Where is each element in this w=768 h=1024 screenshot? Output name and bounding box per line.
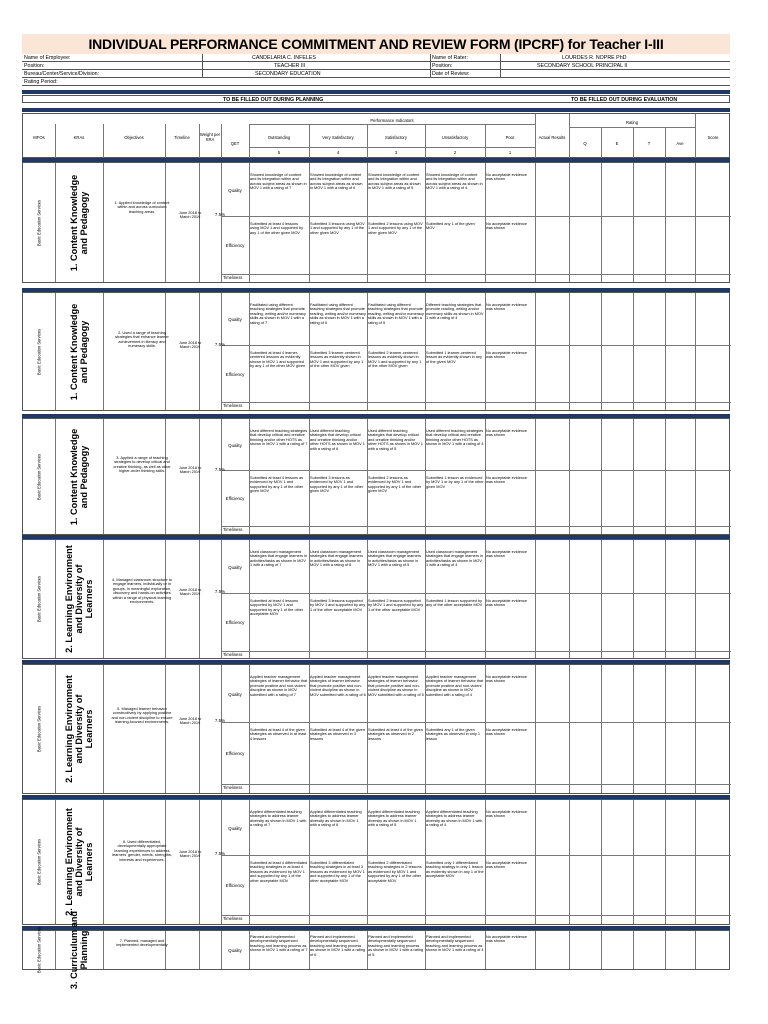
efficiency-indicator-2: Submitted 1 lesson as evidenced by MOV 1 or by any 1 of the other given MOV (426, 476, 484, 489)
header-actual-results: Actual Results (538, 135, 566, 140)
timeline-text: June 2018 to March 2019 (178, 587, 202, 597)
rater-label: Name of Rater: (432, 55, 468, 61)
objective-text: 1. Applied knowledge of content within and across curriculum teaching areas. (114, 200, 170, 214)
qet-efficiency-label: Efficiency (225, 620, 245, 625)
qet-quality-label: Quality (228, 692, 242, 697)
timeline-text: June 2018 to March 2019 (178, 210, 202, 220)
rater-name: LOURDES R. NOPRE PhD (562, 55, 627, 61)
evaluation-label: TO BE FILLED OUT DURING EVALUATION (571, 97, 678, 103)
quality-indicator-4: Used classroom management strategies that engage learners in activities/tasks as shown in MOV 1 with a rating of 6 (310, 550, 363, 568)
qet-timeliness-label: Timeliness (223, 785, 243, 790)
header-objectives: Objectives (124, 135, 144, 140)
quality-indicator-4: Facilitated using different teaching strategies that promote reading, writing and/or numeracy skills as shown in MOV 1 with a rating of 6 (310, 303, 366, 325)
header-rating-t: T (647, 141, 651, 146)
efficiency-indicator-2: Submitted only 1 differentiated teaching strategy in only 1 lesson as evidently shown in any 1 of the acceptable MOV (426, 861, 484, 879)
header-rating-e: E (615, 141, 619, 146)
qet-timeliness-label: Timeliness (223, 527, 243, 532)
objective-text: 4. Managed classroom structure to engage learners, individually or in groups, in meaningful exploration, discovery and hands-on activities within a range of physical learning environments. (112, 577, 172, 605)
rater-position: SECONDARY SCHOOL PRINCIPAL II (537, 63, 628, 69)
kra-block (22, 292, 730, 411)
header-score-5: 5 (277, 150, 281, 155)
mfo-cell (23, 540, 55, 658)
efficiency-indicator-1: No acceptable evidence was shown (486, 222, 528, 231)
weight-text: 7.5% (214, 851, 226, 856)
employee-position: TEACHER III (274, 63, 306, 69)
quality-indicator-4: Showed knowledge of content and its integration within and across subject areas as shown in MOV 1 with a rating of 6 (310, 173, 363, 191)
objective-text: 2. Used a range of teaching strategies that enhance learner achievement in literacy and numeracy skills. (115, 330, 169, 349)
objective-text: 7. Planned, managed and implemented developmentally (116, 938, 168, 948)
mfo-cell (23, 665, 55, 793)
quality-indicator-2: Showed knowledge of content and its integration within and across subject areas as shown in MOV 1 with a rating of 4 (426, 173, 483, 191)
kra-label: 2. Learning Environment and Diversity of Learners (64, 545, 94, 653)
efficiency-indicator-4: Submitted 3 lessons as evidenced by MOV 1 and supported by any 1 of the other given MOV (310, 476, 364, 494)
quality-indicator-5: Used different teaching strategies that develop critical and creative thinking and/or other HOTS as shown in MOV 1 with a rating of 7 (250, 429, 308, 447)
qet-quality-label: Quality (228, 443, 242, 448)
kra-block (22, 418, 730, 535)
timeline-text: June 2018 to March 2019 (178, 849, 202, 859)
quality-indicator-3: Showed knowledge of content and its integration within and across subject areas as shown in MOV 1 with a rating of 5 (368, 173, 421, 191)
header-poor: Poor (505, 135, 515, 140)
kra-block (22, 799, 730, 925)
weight-text: 7.5% (214, 718, 226, 723)
mfo-label: Basic Education Services (36, 575, 42, 623)
quality-indicator-5: Used classroom management strategies that engage learners in activities/tasks as shown in MOV 1 with a rating of 7 (250, 550, 308, 568)
qet-efficiency-label: Efficiency (225, 751, 245, 756)
header-satisfactory: Satisfactory (385, 135, 407, 140)
efficiency-indicator-2: Submitted 1 learner-centered lesson as evidently shown in any of the given MOV (426, 351, 482, 364)
efficiency-indicator-3: Submitted 2 lessons supported by MOV 1 and supported by any 1 of the other acceptable MOV (368, 599, 424, 612)
header-score-1: 1 (508, 150, 512, 155)
quality-indicator-4: Used different teaching strategies that develop critical and creative thinking and/or other HOTS as shown in MOV 1 with a rating of 6 (310, 429, 365, 451)
qet-timeliness-label: Timeliness (223, 275, 243, 280)
quality-indicator-3: Used classroom management strategies that engage learners in activities/tasks as shown in MOV 1 with a rating of 5 (368, 550, 421, 568)
efficiency-indicator-2: Submitted any 1 of the given strategies as observed in only 1 lesson (426, 728, 481, 741)
efficiency-indicator-3: Submitted 2 learner-centered lessons as evidently shown in MOV 1 and supported by any 1 of the other MOV given (368, 351, 422, 369)
efficiency-indicator-4: Submitted 3 differentiated teaching strategies in at least 3 lessons as evidenced by MOV 1 and supported by any 1 of the other acceptable MOV (310, 861, 365, 883)
kra-label: 1. Content Knowledge and Pedagogy (69, 428, 89, 525)
weight-text: 7.5% (214, 342, 226, 347)
quality-indicator-1: No acceptable evidence was shown (486, 173, 528, 182)
kra-label: 2. Learning Environment and Diversity of Learners (64, 808, 94, 916)
timeline-text: June 2018 to March 2019 (178, 716, 202, 726)
table-header (22, 113, 730, 158)
efficiency-indicator-3: Submitted 2 lessons as evidenced by MOV 1 and supported by any 1 of the other given MOV (368, 476, 422, 494)
header-rating-q: Q (583, 141, 587, 146)
quality-indicator-2: Planned and implemented developmentally sequenced teaching and learning process as shown in MOV 1 with a rating of 4 (426, 935, 484, 953)
mfo-cell (23, 293, 55, 410)
rating-period-label: Rating Period: (24, 79, 58, 85)
efficiency-indicator-3: Submitted at least 4 of the given strategies as observed in 2 lessons (368, 728, 423, 741)
mfo-cell (23, 926, 55, 974)
quality-indicator-3: Applied teacher management strategies of learner behavior that promote positive and non-violent discipline as shown in MOV submitted with a rating of 5 (368, 675, 424, 697)
efficiency-indicator-2: Submitted 1 lesson supported by any of the other acceptable MOV (426, 599, 483, 608)
header-qet: QET (230, 141, 240, 146)
header-rating-ave: Ave (676, 141, 684, 146)
employee-label: Name of Employee: (24, 55, 71, 61)
quality-indicator-5: Applied differentiated teaching strategies to address learner diversity as shown in MOV 1 with a rating of 7 (250, 810, 307, 828)
qet-quality-label: Quality (228, 565, 242, 570)
header-score-2: 2 (453, 150, 457, 155)
weight-text: 7.5% (214, 467, 226, 472)
kra-cell (55, 910, 103, 990)
header-rating: Rating (625, 120, 639, 125)
quality-indicator-3: Applied differentiated teaching strategies to address learner diversity as shown in MOV 1 with a rating of 5 (368, 810, 420, 828)
efficiency-indicator-1: No acceptable evidence was shown (486, 728, 528, 737)
employee-name: CANDELARIA C. INFELES (252, 55, 316, 61)
quality-indicator-2: Different teaching strategies that promote reading, writing and/or numeracy skills as shown in MOV 1 with a rating of 4 (426, 303, 484, 321)
kra-label: 1. Content Knowledge and Pedagogy (69, 303, 89, 400)
mfo-label: Basic Education Services (36, 705, 42, 753)
position-label: Position: (24, 63, 45, 69)
kra-cell (55, 293, 103, 410)
quality-indicator-5: Planned and implemented developmentally sequenced teaching and learning process as shown in MOV 1 with a rating of 7 (250, 935, 308, 953)
kra-label: 2. Learning Environment and Diversity of Learners (64, 675, 94, 783)
efficiency-indicator-1: No acceptable evidence was shown (486, 476, 528, 485)
quality-indicator-1: No acceptable evidence was shown (486, 550, 528, 559)
header-unsatisfactory: Unsatisfactory (441, 135, 469, 140)
quality-indicator-5: Applied teacher management strategies of learner behavior that promote positive and non-violent discipline as shown in MOV submitted with a rating of 7 (250, 675, 308, 697)
qet-quality-label: Quality (228, 826, 242, 831)
qet-timeliness-label: Timeliness (223, 652, 243, 657)
quality-indicator-5: Facilitated using different teaching strategies that promote reading, writing and/or numeracy skills as shown in MOV 1 with a rating of 7 (250, 303, 306, 325)
efficiency-indicator-5: Submitted at least 4 of the given strategies as observed in at least 4 lessons (250, 728, 307, 741)
quality-indicator-1: No acceptable evidence was shown (486, 675, 528, 684)
qet-timeliness-label: Timeliness (223, 916, 243, 921)
bureau-value: SECONDARY EDUCATION (255, 71, 321, 77)
qet-efficiency-label: Efficiency (225, 883, 245, 888)
header-performance-indicators: Performance Indicators (370, 118, 414, 123)
rater-position-label: Position: (432, 63, 453, 69)
mfo-label: Basic Education Services (36, 838, 42, 886)
quality-indicator-3: Used different teaching strategies that develop critical and creative thinking and/or other HOTS as shown in MOV 1 with a rating of 5 (368, 429, 423, 451)
timeline-text: June 2018 to March 2019 (178, 465, 202, 475)
quality-indicator-1: No acceptable evidence was shown (486, 810, 528, 819)
form-title: INDIVIDUAL PERFORMANCE COMMITMENT AND REVIEW FORM (IPCRF) for Teacher I-III (22, 34, 730, 54)
header-divider-bar (22, 90, 730, 94)
mfo-cell (23, 800, 55, 924)
quality-indicator-3: Facilitated using different teaching strategies that promote reading, writing and/or numeracy skills as shown in MOV 1 with a rating of 5 (368, 303, 424, 325)
quality-indicator-2: Used classroom management strategies that engage learners in activities/tasks as shown in MOV 1 with a rating of 4 (426, 550, 484, 568)
qet-timeliness-label: Timeliness (223, 403, 243, 408)
quality-indicator-1: No acceptable evidence was shown (486, 935, 528, 944)
efficiency-indicator-4: Submitted at least 4 of the given strategies as observed in 3 lessons (310, 728, 365, 741)
efficiency-indicator-3: Submitted 2 differentiated teaching strategies in 2 lessons as evidenced by MOV 1 and supported by any 1 of the other acceptable MOV (368, 861, 422, 883)
header-very-satisfactory: Very Satisfactory (322, 135, 354, 140)
objective-text: 5. Managed learner behavior constructively by applying positive and non-violent discipline to ensure learning-focused environments. (111, 706, 173, 725)
header-outstanding: Outstanding (267, 135, 291, 140)
kra-cell (55, 419, 103, 534)
kra-cell (55, 540, 103, 658)
efficiency-indicator-5: Submitted at least 4 lessons supported by MOV 1 and supported by any 1 of the other acceptable MOV (250, 599, 304, 617)
review-date-label: Date of Review: (432, 71, 470, 77)
qet-quality-label: Quality (228, 188, 242, 193)
mfo-label: Basic Education Services (36, 199, 42, 246)
qet-efficiency-label: Efficiency (225, 243, 245, 248)
mfo-label: Basic Education Services (36, 926, 42, 974)
header-score-3: 3 (394, 150, 398, 155)
header-weight: Weight per KRA (199, 132, 221, 142)
efficiency-indicator-4: Submitted 3 lessons supported by MOV 1 and supported by any 1 of the other acceptable MOV (310, 599, 366, 612)
header-score: Score (707, 135, 719, 140)
quality-indicator-4: Applied differentiated teaching strategies to address learner diversity as shown in MOV 1 with a rating of 6 (310, 810, 362, 828)
mfo-cell (23, 163, 55, 282)
efficiency-indicator-4: Submitted 3 lessons using MOV 1 and supported by any 1 of the other given MOV (310, 222, 365, 235)
weight-text: 7.5% (214, 212, 226, 217)
kra-cell (55, 163, 103, 282)
mfo-label: Basic Education Services (36, 328, 42, 375)
quality-indicator-4: Planned and implemented developmentally sequenced teaching and learning process as shown in MOV 1 with a rating of 6 (310, 935, 366, 957)
mfo-label: Basic Education Services (36, 453, 42, 500)
timeline-text: June 2018 to March 2019 (178, 340, 202, 350)
header-mfos: MFOs (33, 135, 45, 140)
efficiency-indicator-5: Submitted at least 4 differentiated teaching strategies in at least 4 lessons as evidenced by MOV 1 and supported by any 1 of the other acceptable MOV (250, 861, 308, 883)
qet-quality-label: Quality (228, 317, 242, 322)
efficiency-indicator-2: Submitted any 1 of the given MOV (426, 222, 475, 231)
objective-text: 3. Applied a range of teaching strategies to develop critical and creative thinking, as well as other higher-order thinking skills. (113, 455, 171, 474)
efficiency-indicator-3: Submitted 2 lessons using MOV 1 and supported by any 1 of the other given MOV (368, 222, 423, 235)
qet-efficiency-label: Efficiency (225, 496, 245, 501)
quality-indicator-1: No acceptable evidence was shown (486, 303, 528, 312)
planning-label: TO BE FILLED OUT DURING PLANNING (223, 97, 324, 103)
kra-cell (55, 665, 103, 793)
qet-quality-label: Quality (228, 948, 242, 953)
kra-label: 3. Curriculum and Planning (69, 910, 89, 990)
kra-label: 1. Content Knowledge and Pedagogy (69, 174, 89, 271)
efficiency-indicator-1: No acceptable evidence was shown (486, 861, 528, 870)
section-labels (22, 95, 730, 103)
qet-efficiency-label: Efficiency (225, 372, 245, 377)
kra-block (22, 539, 730, 659)
kra-block (22, 162, 730, 283)
objective-text: 6. Used differentiated, developmentally appropriate learning experiences to address learners' gender, needs, strengths, interests and experiences. (112, 839, 172, 862)
header-timeline: Timeline (174, 135, 190, 140)
quality-indicator-2: Applied differentiated teaching strategies to address learner diversity as shown in MOV 1 with a rating of 4 (426, 810, 483, 828)
mfo-cell (23, 419, 55, 534)
efficiency-indicator-5: Submitted at least 4 lessons using MOV 1 and supported by any 1 of the other given MOV (250, 222, 303, 235)
table-divider-bar (22, 108, 730, 112)
efficiency-indicator-1: No acceptable evidence was shown (486, 599, 528, 608)
bureau-label: Bureau/Center/Service/Division: (24, 71, 100, 77)
header-score-4: 4 (336, 150, 340, 155)
header-kras: KRAs (73, 135, 85, 140)
quality-indicator-1: No acceptable evidence was shown (486, 429, 528, 438)
quality-indicator-4: Applied teacher management strategies of learner behavior that promote positive and non-violent discipline as shown in MOV submitted with a rating of 6 (310, 675, 366, 697)
efficiency-indicator-5: Submitted at least 4 learner-centered lessons as evidently shown in MOV 1 and supported by any 1 of the other MOV given (250, 351, 306, 369)
kra-block (22, 664, 730, 794)
quality-indicator-5: Showed knowledge of content and its integration within and across subject areas as shown in MOV 1 with a rating of 7 (250, 173, 307, 191)
quality-indicator-3: Planned and implemented developmentally sequenced teaching and learning process as shown in MOV 1 with a rating of 5 (368, 935, 424, 957)
efficiency-indicator-5: Submitted at least 4 lessons as evidenced by MOV 1 and supported by any 1 of the other given MOV (250, 476, 304, 494)
efficiency-indicator-4: Submitted 3 learner-centered lessons as evidently shown in MOV 1 and supported by any 1 of the other MOV given (310, 351, 364, 369)
quality-indicator-2: Used different teaching strategies that develop critical and creative thinking and/or other HOTS as shown in MOV 1 with a rating of 4 (426, 429, 484, 447)
quality-indicator-2: Applied teacher management strategies of learner behavior that promote positive and non-violent discipline as shown in MOV submitted with a rating of 4 (426, 675, 484, 697)
weight-text: 7.5% (214, 589, 226, 594)
efficiency-indicator-1: No acceptable evidence was shown (486, 351, 528, 360)
